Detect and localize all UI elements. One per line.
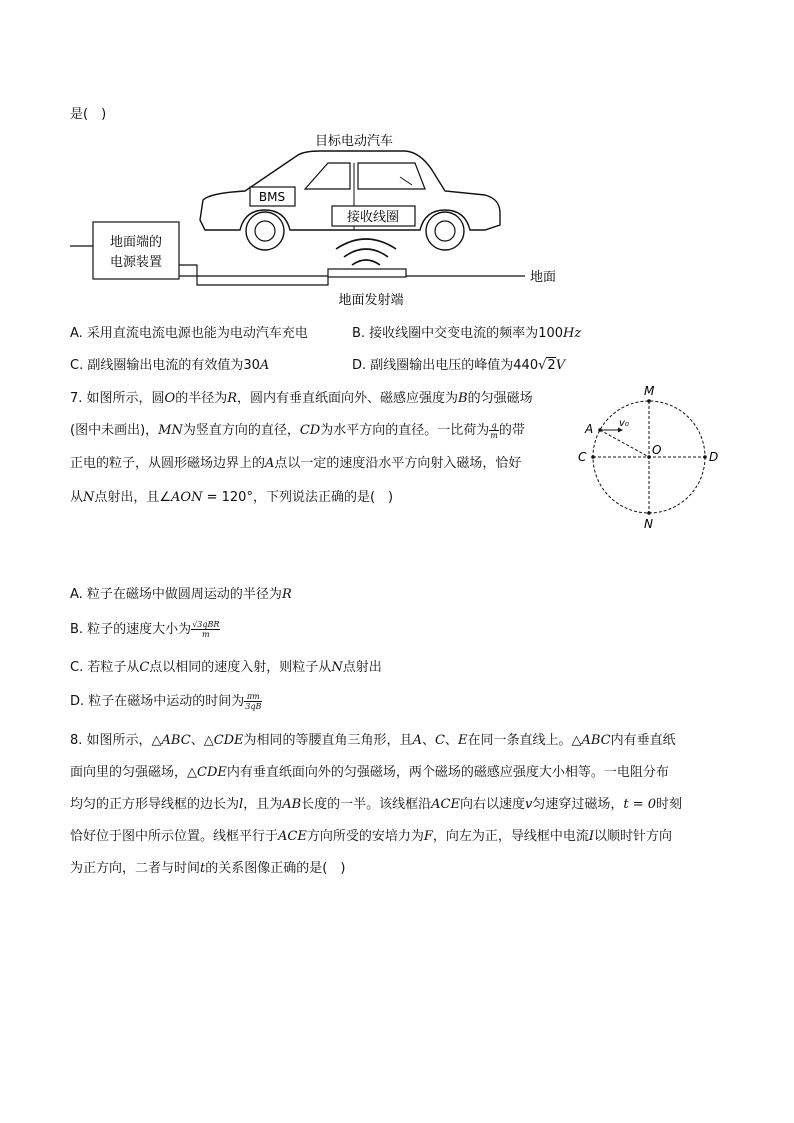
label-d: D xyxy=(709,450,719,464)
label-a: A xyxy=(585,422,594,436)
q6-option-a: A. 采用直流电流电源也能为电动汽车充电 xyxy=(70,326,308,341)
q8-line2: 面向里的匀强磁场，△CDE内有垂直纸面向外的匀强磁场，两个磁场的磁感应强度大小相等。一电阻分布 xyxy=(70,765,669,780)
q7-option-d: D. 粒子在磁场中运动的时间为 $\frac{\pi m}{3qB}$ xyxy=(70,692,262,711)
q8-line3: 均匀的正方形导线框的边长为l，且为AB长度的一半。该线框沿ACE向右以速度v匀速穿过磁场，t = 0时刻 xyxy=(70,797,683,812)
q6-option-d: D. 副线圈输出电压的峰值为440√2V xyxy=(352,358,566,373)
magnetic-circle-figure xyxy=(575,380,735,535)
q8-line5: 为正方向，二者与时间t的关系图像正确的是( ) xyxy=(70,861,346,876)
q7-line1: 7. 如图所示，圆O的半径为R，圆内有垂直纸面向外、磁感应强度为B的匀强磁场 xyxy=(70,391,533,406)
label-v0: v₀ xyxy=(619,418,629,429)
q7-line4: 从N点射出，且∠AON = 120°，下列说法正确的是( ) xyxy=(70,490,394,505)
wireless-charging-figure xyxy=(60,125,557,310)
q6-option-c: C. 副线圈输出电流的有效值为30A xyxy=(70,358,270,373)
label-m: M xyxy=(644,384,655,398)
transmitter-pad xyxy=(328,269,406,277)
q7-option-c: C. 若粒子从C点以相同的速度入射，则粒子从N点射出 xyxy=(70,660,382,675)
q7-option-a: A. 粒子在磁场中做圆周运动的半径为R xyxy=(70,587,292,602)
q8-line1: 8. 如图所示，△ABC、△CDE为相同的等腰直角三角形，且A、C、E在同一条直线上。△ABC内有垂直纸 xyxy=(70,733,676,748)
label-n: N xyxy=(644,517,653,531)
source-label-line2: 电源装置 xyxy=(109,255,163,270)
label-c: C xyxy=(578,450,587,464)
source-label-line1: 地面端的 xyxy=(109,235,163,250)
ground-label: 地面 xyxy=(530,270,557,285)
power-source-box xyxy=(93,222,179,279)
q6-tail-text: 是( ) xyxy=(70,107,107,122)
wheel-front xyxy=(426,212,464,250)
q7-option-b: B. 粒子的速度大小为 $\frac{\text{√3qBR}}{m}$ xyxy=(70,620,220,639)
q7-line3: 正电的粒子，从圆形磁场边界上的A点以一定的速度沿水平方向射入磁场，恰好 xyxy=(70,456,522,471)
label-o: O xyxy=(652,443,662,457)
q8-line4: 恰好位于图中所示位置。线框平行于ACE方向所受的安培力为F，向左为正，导线框中电流I以顺时针方向 xyxy=(70,829,673,844)
car-window-front xyxy=(305,163,350,189)
wheel-rear xyxy=(246,212,284,250)
car-window-rear xyxy=(358,163,425,189)
bms-label: BMS xyxy=(258,190,286,204)
q7-line2: (图中未画出)，MN为竖直方向的直径，CD为水平方向的直径。一比荷为 $\frac{q}{m}$ 的带 xyxy=(70,421,525,440)
q6-option-b: B. 接收线圈中交变电流的频率为100Hz xyxy=(352,326,582,341)
coil-label: 接收线圈 xyxy=(346,210,400,225)
car-label: 目标电动汽车 xyxy=(314,134,394,149)
transmitter-label: 地面发射端 xyxy=(338,293,404,308)
